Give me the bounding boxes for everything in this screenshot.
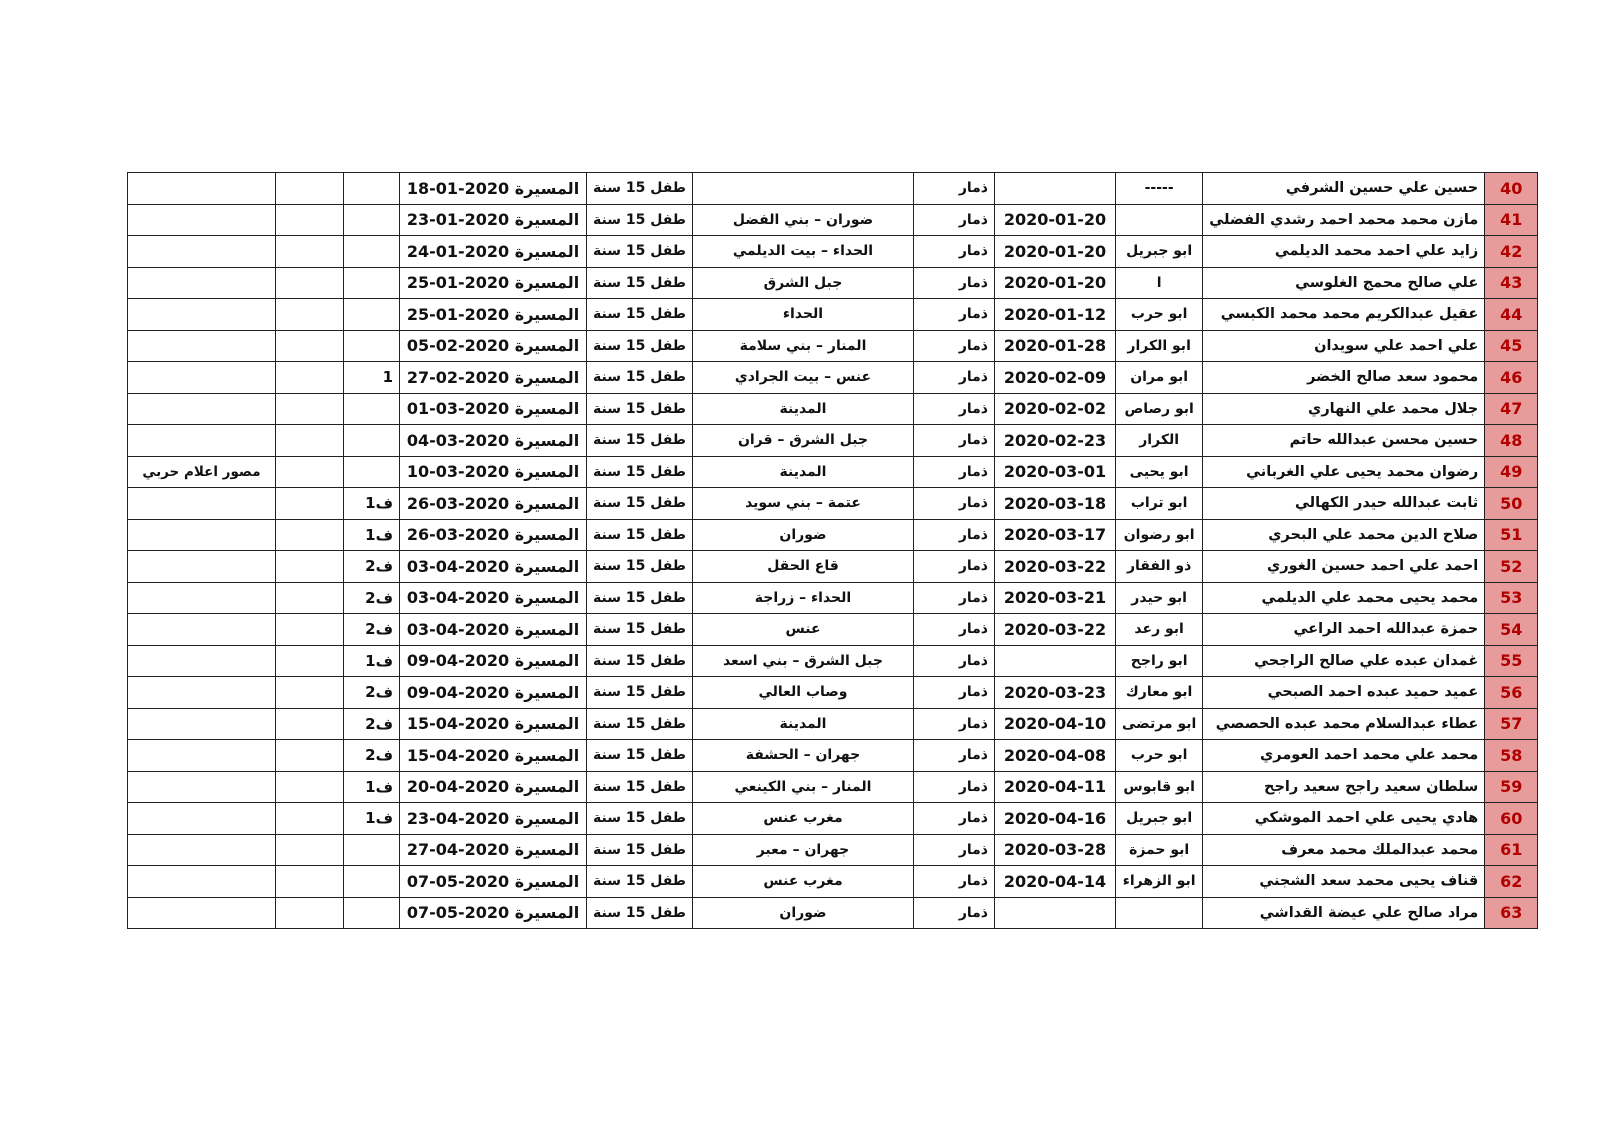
- cell-district: مغرب عنس: [692, 866, 913, 898]
- cell-extra: [276, 866, 344, 898]
- cell-death-date: [994, 645, 1115, 677]
- cell-district: [692, 173, 913, 205]
- cell-marker: 1: [344, 362, 400, 394]
- cell-nickname: ابو رعد: [1115, 614, 1202, 646]
- cell-governorate: ذمار: [913, 677, 994, 709]
- cell-age-note: طفل 15 سنة: [587, 204, 693, 236]
- table-row: [128, 488, 1538, 520]
- cell-district: جهران – الحشفة: [692, 740, 913, 772]
- cell-row-number: 50: [1485, 488, 1538, 520]
- cell-note: [128, 488, 276, 520]
- cell-note: [128, 645, 276, 677]
- cell-row-number: 53: [1485, 582, 1538, 614]
- table-row: [128, 866, 1538, 898]
- cell-note: [128, 204, 276, 236]
- table-row: [128, 803, 1538, 835]
- cell-note: [128, 519, 276, 551]
- cell-district: المنار – بني الكينعي: [692, 771, 913, 803]
- cell-district: جبل الشرق: [692, 267, 913, 299]
- table-row: [128, 299, 1538, 331]
- cell-source-date: المسيرة 2020-03-04: [400, 425, 587, 457]
- cell-source-date: المسيرة 2020-04-03: [400, 582, 587, 614]
- cell-nickname: [1115, 897, 1202, 929]
- cell-death-date: 2020-04-11: [994, 771, 1115, 803]
- cell-extra: [276, 614, 344, 646]
- cell-age-note: طفل 15 سنة: [587, 267, 693, 299]
- table-row: [128, 267, 1538, 299]
- table-row: [128, 456, 1538, 488]
- cell-extra: [276, 330, 344, 362]
- cell-age-note: طفل 15 سنة: [587, 708, 693, 740]
- cell-source-date: المسيرة 2020-04-27: [400, 834, 587, 866]
- cell-marker: ف1: [344, 519, 400, 551]
- cell-marker: [344, 299, 400, 331]
- cell-death-date: 2020-01-12: [994, 299, 1115, 331]
- cell-extra: [276, 204, 344, 236]
- cell-age-note: طفل 15 سنة: [587, 299, 693, 331]
- cell-note: [128, 393, 276, 425]
- table-row: [128, 362, 1538, 394]
- cell-extra: [276, 677, 344, 709]
- cell-marker: ف1: [344, 645, 400, 677]
- cell-marker: [344, 204, 400, 236]
- table-row: [128, 519, 1538, 551]
- cell-governorate: ذمار: [913, 456, 994, 488]
- cell-death-date: 2020-03-01: [994, 456, 1115, 488]
- cell-district: ضوران: [692, 519, 913, 551]
- cell-governorate: ذمار: [913, 173, 994, 205]
- cell-death-date: 2020-03-21: [994, 582, 1115, 614]
- cell-governorate: ذمار: [913, 708, 994, 740]
- cell-nickname: ابو الكرار: [1115, 330, 1202, 362]
- cell-governorate: ذمار: [913, 582, 994, 614]
- cell-governorate: ذمار: [913, 330, 994, 362]
- cell-row-number: 46: [1485, 362, 1538, 394]
- cell-age-note: طفل 15 سنة: [587, 362, 693, 394]
- cell-note: [128, 425, 276, 457]
- cell-full-name: مازن محمد محمد احمد رشدي الفضلي: [1203, 204, 1485, 236]
- cell-marker: ف2: [344, 740, 400, 772]
- cell-death-date: 2020-04-10: [994, 708, 1115, 740]
- cell-note: [128, 771, 276, 803]
- cell-extra: [276, 488, 344, 520]
- cell-extra: [276, 803, 344, 835]
- cell-extra: [276, 267, 344, 299]
- cell-full-name: زايد علي احمد محمد الديلمي: [1203, 236, 1485, 268]
- cell-death-date: 2020-01-20: [994, 204, 1115, 236]
- cell-governorate: ذمار: [913, 897, 994, 929]
- cell-source-date: المسيرة 2020-04-23: [400, 803, 587, 835]
- cell-governorate: ذمار: [913, 519, 994, 551]
- cell-extra: [276, 582, 344, 614]
- cell-marker: ف2: [344, 677, 400, 709]
- cell-governorate: ذمار: [913, 551, 994, 583]
- cell-marker: [344, 866, 400, 898]
- cell-row-number: 55: [1485, 645, 1538, 677]
- cell-death-date: 2020-04-16: [994, 803, 1115, 835]
- cell-age-note: طفل 15 سنة: [587, 834, 693, 866]
- cell-death-date: 2020-03-22: [994, 551, 1115, 583]
- cell-row-number: 62: [1485, 866, 1538, 898]
- cell-death-date: 2020-02-02: [994, 393, 1115, 425]
- cell-governorate: ذمار: [913, 834, 994, 866]
- cell-death-date: [994, 173, 1115, 205]
- cell-marker: ف2: [344, 551, 400, 583]
- table-row: [128, 645, 1538, 677]
- cell-death-date: 2020-03-28: [994, 834, 1115, 866]
- cell-district: المدينة: [692, 393, 913, 425]
- cell-nickname: ذو الفقار: [1115, 551, 1202, 583]
- cell-extra: [276, 771, 344, 803]
- cell-source-date: المسيرة 2020-01-25: [400, 299, 587, 331]
- table-row: [128, 330, 1538, 362]
- cell-governorate: ذمار: [913, 740, 994, 772]
- cell-age-note: طفل 15 سنة: [587, 582, 693, 614]
- cell-full-name: عطاء عبدالسلام محمد عبده الحصصي: [1203, 708, 1485, 740]
- cell-nickname: -----: [1115, 173, 1202, 205]
- cell-full-name: حسين علي حسين الشرفي: [1203, 173, 1485, 205]
- cell-nickname: الكرار: [1115, 425, 1202, 457]
- cell-death-date: [994, 897, 1115, 929]
- cell-row-number: 47: [1485, 393, 1538, 425]
- table-body: [128, 173, 1538, 929]
- cell-source-date: المسيرة 2020-04-09: [400, 645, 587, 677]
- cell-note: [128, 866, 276, 898]
- cell-row-number: 43: [1485, 267, 1538, 299]
- cell-full-name: سلطان سعيد راجح سعيد راجح: [1203, 771, 1485, 803]
- cell-marker: [344, 173, 400, 205]
- table-row: [128, 236, 1538, 268]
- cell-extra: [276, 299, 344, 331]
- cell-extra: [276, 740, 344, 772]
- cell-full-name: غمدان عبده علي صالح الراجحي: [1203, 645, 1485, 677]
- cell-note: [128, 614, 276, 646]
- table-row: [128, 204, 1538, 236]
- cell-source-date: المسيرة 2020-04-15: [400, 740, 587, 772]
- cell-source-date: المسيرة 2020-01-25: [400, 267, 587, 299]
- cell-death-date: 2020-03-23: [994, 677, 1115, 709]
- cell-district: الحداء – زراجة: [692, 582, 913, 614]
- cell-source-date: المسيرة 2020-04-15: [400, 708, 587, 740]
- cell-nickname: ابو تراب: [1115, 488, 1202, 520]
- cell-death-date: 2020-02-23: [994, 425, 1115, 457]
- cell-note: مصور اعلام حربي: [128, 456, 276, 488]
- cell-source-date: المسيرة 2020-03-26: [400, 519, 587, 551]
- cell-full-name: علي صالح محمج الغلوسي: [1203, 267, 1485, 299]
- cell-source-date: المسيرة 2020-04-03: [400, 551, 587, 583]
- cell-governorate: ذمار: [913, 236, 994, 268]
- cell-death-date: 2020-02-09: [994, 362, 1115, 394]
- cell-governorate: ذمار: [913, 267, 994, 299]
- cell-full-name: رضوان محمد يحيى علي الغرباني: [1203, 456, 1485, 488]
- table-row: [128, 740, 1538, 772]
- cell-death-date: 2020-01-28: [994, 330, 1115, 362]
- cell-full-name: علي احمد علي سويدان: [1203, 330, 1485, 362]
- cell-district: مغرب عنس: [692, 803, 913, 835]
- cell-row-number: 41: [1485, 204, 1538, 236]
- cell-marker: ف1: [344, 771, 400, 803]
- cell-row-number: 63: [1485, 897, 1538, 929]
- cell-nickname: ابو راجح: [1115, 645, 1202, 677]
- cell-extra: [276, 551, 344, 583]
- cell-nickname: ابو حرب: [1115, 299, 1202, 331]
- cell-source-date: المسيرة 2020-03-01: [400, 393, 587, 425]
- cell-row-number: 59: [1485, 771, 1538, 803]
- cell-note: [128, 362, 276, 394]
- cell-district: جبل الشرق – بني اسعد: [692, 645, 913, 677]
- table-row: [128, 551, 1538, 583]
- cell-full-name: محمد علي محمد احمد العومري: [1203, 740, 1485, 772]
- cell-extra: [276, 519, 344, 551]
- cell-row-number: 57: [1485, 708, 1538, 740]
- table-row: [128, 708, 1538, 740]
- cell-note: [128, 267, 276, 299]
- cell-full-name: مراد صالح علي عيضة القداشي: [1203, 897, 1485, 929]
- cell-note: [128, 330, 276, 362]
- cell-extra: [276, 834, 344, 866]
- cell-marker: [344, 330, 400, 362]
- cell-extra: [276, 173, 344, 205]
- cell-row-number: 42: [1485, 236, 1538, 268]
- cell-row-number: 52: [1485, 551, 1538, 583]
- cell-age-note: طفل 15 سنة: [587, 456, 693, 488]
- cell-extra: [276, 362, 344, 394]
- cell-source-date: المسيرة 2020-01-23: [400, 204, 587, 236]
- cell-full-name: حسين محسن عبدالله حاتم: [1203, 425, 1485, 457]
- cell-source-date: المسيرة 2020-04-20: [400, 771, 587, 803]
- cell-note: [128, 582, 276, 614]
- cell-marker: [344, 897, 400, 929]
- cell-full-name: محمد عبدالملك محمد معرف: [1203, 834, 1485, 866]
- cell-age-note: طفل 15 سنة: [587, 803, 693, 835]
- cell-age-note: طفل 15 سنة: [587, 393, 693, 425]
- cell-death-date: 2020-03-17: [994, 519, 1115, 551]
- cell-row-number: 40: [1485, 173, 1538, 205]
- cell-nickname: ا: [1115, 267, 1202, 299]
- cell-marker: [344, 834, 400, 866]
- table-row: [128, 771, 1538, 803]
- cell-source-date: المسيرة 2020-02-05: [400, 330, 587, 362]
- cell-full-name: احمد علي احمد حسين الغوري: [1203, 551, 1485, 583]
- cell-row-number: 58: [1485, 740, 1538, 772]
- cell-note: [128, 834, 276, 866]
- cell-full-name: محمود سعد صالح الخضر: [1203, 362, 1485, 394]
- cell-extra: [276, 456, 344, 488]
- cell-district: الحداء – بيت الديلمي: [692, 236, 913, 268]
- cell-district: الحداء: [692, 299, 913, 331]
- cell-marker: ف1: [344, 803, 400, 835]
- table-row: [128, 834, 1538, 866]
- cell-death-date: 2020-01-20: [994, 267, 1115, 299]
- cell-source-date: المسيرة 2020-02-27: [400, 362, 587, 394]
- cell-nickname: ابو جبريل: [1115, 803, 1202, 835]
- cell-district: عتمة – بني سويد: [692, 488, 913, 520]
- cell-age-note: طفل 15 سنة: [587, 645, 693, 677]
- cell-age-note: طفل 15 سنة: [587, 740, 693, 772]
- cell-nickname: ابو رصاص: [1115, 393, 1202, 425]
- cell-district: عنس – بيت الجرادي: [692, 362, 913, 394]
- cell-death-date: 2020-04-14: [994, 866, 1115, 898]
- table-row: [128, 393, 1538, 425]
- cell-row-number: 60: [1485, 803, 1538, 835]
- cell-governorate: ذمار: [913, 488, 994, 520]
- cell-age-note: طفل 15 سنة: [587, 897, 693, 929]
- cell-marker: [344, 456, 400, 488]
- table-row: [128, 425, 1538, 457]
- cell-full-name: قناف يحيى محمد سعد الشجني: [1203, 866, 1485, 898]
- cell-row-number: 56: [1485, 677, 1538, 709]
- cell-source-date: المسيرة 2020-01-18: [400, 173, 587, 205]
- cell-governorate: ذمار: [913, 425, 994, 457]
- cell-governorate: ذمار: [913, 866, 994, 898]
- cell-age-note: طفل 15 سنة: [587, 771, 693, 803]
- cell-note: [128, 897, 276, 929]
- cell-nickname: ابو مران: [1115, 362, 1202, 394]
- cell-row-number: 45: [1485, 330, 1538, 362]
- cell-row-number: 44: [1485, 299, 1538, 331]
- cell-nickname: ابو يحيى: [1115, 456, 1202, 488]
- cell-note: [128, 551, 276, 583]
- cell-note: [128, 299, 276, 331]
- cell-marker: ف1: [344, 488, 400, 520]
- cell-nickname: ابو حيدر: [1115, 582, 1202, 614]
- cell-source-date: المسيرة 2020-03-26: [400, 488, 587, 520]
- cell-row-number: 51: [1485, 519, 1538, 551]
- cell-district: ضوران: [692, 897, 913, 929]
- cell-full-name: صلاح الدين محمد علي البحري: [1203, 519, 1485, 551]
- cell-district: وصاب العالي: [692, 677, 913, 709]
- cell-marker: [344, 236, 400, 268]
- cell-full-name: عقيل عبدالكريم محمد محمد الكبسي: [1203, 299, 1485, 331]
- cell-age-note: طفل 15 سنة: [587, 551, 693, 583]
- table-row: [128, 677, 1538, 709]
- cell-full-name: عميد حميد عبده احمد الصبحي: [1203, 677, 1485, 709]
- cell-death-date: 2020-03-22: [994, 614, 1115, 646]
- cell-district: عنس: [692, 614, 913, 646]
- cell-district: قاع الحقل: [692, 551, 913, 583]
- cell-extra: [276, 645, 344, 677]
- cell-district: المنار – بني سلامة: [692, 330, 913, 362]
- table-row: [128, 173, 1538, 205]
- cell-district: جبل الشرق – قران: [692, 425, 913, 457]
- records-table: [127, 172, 1538, 929]
- table-row: [128, 582, 1538, 614]
- cell-full-name: ثابت عبدالله حيدر الكهالي: [1203, 488, 1485, 520]
- cell-extra: [276, 708, 344, 740]
- cell-marker: ف2: [344, 708, 400, 740]
- cell-marker: [344, 393, 400, 425]
- cell-governorate: ذمار: [913, 393, 994, 425]
- cell-nickname: ابو حمزة: [1115, 834, 1202, 866]
- cell-nickname: ابو مرتضى: [1115, 708, 1202, 740]
- cell-age-note: طفل 15 سنة: [587, 330, 693, 362]
- cell-nickname: ابو الزهراء: [1115, 866, 1202, 898]
- cell-nickname: ابو جبريل: [1115, 236, 1202, 268]
- cell-governorate: ذمار: [913, 645, 994, 677]
- cell-nickname: ابو قابوس: [1115, 771, 1202, 803]
- cell-age-note: طفل 15 سنة: [587, 614, 693, 646]
- cell-marker: ف2: [344, 582, 400, 614]
- cell-death-date: 2020-03-18: [994, 488, 1115, 520]
- cell-age-note: طفل 15 سنة: [587, 425, 693, 457]
- cell-nickname: ابو رضوان: [1115, 519, 1202, 551]
- cell-extra: [276, 236, 344, 268]
- cell-governorate: ذمار: [913, 362, 994, 394]
- cell-district: المدينة: [692, 456, 913, 488]
- cell-age-note: طفل 15 سنة: [587, 488, 693, 520]
- cell-source-date: المسيرة 2020-04-03: [400, 614, 587, 646]
- cell-governorate: ذمار: [913, 299, 994, 331]
- cell-district: المدينة: [692, 708, 913, 740]
- cell-governorate: ذمار: [913, 614, 994, 646]
- cell-governorate: ذمار: [913, 803, 994, 835]
- cell-row-number: 48: [1485, 425, 1538, 457]
- cell-note: [128, 677, 276, 709]
- cell-age-note: طفل 15 سنة: [587, 236, 693, 268]
- cell-row-number: 49: [1485, 456, 1538, 488]
- cell-extra: [276, 897, 344, 929]
- cell-source-date: المسيرة 2020-05-07: [400, 897, 587, 929]
- cell-age-note: طفل 15 سنة: [587, 173, 693, 205]
- cell-district: ضوران – بني الفضل: [692, 204, 913, 236]
- cell-death-date: 2020-04-08: [994, 740, 1115, 772]
- cell-marker: [344, 425, 400, 457]
- cell-note: [128, 803, 276, 835]
- cell-death-date: 2020-01-20: [994, 236, 1115, 268]
- cell-row-number: 54: [1485, 614, 1538, 646]
- cell-governorate: ذمار: [913, 204, 994, 236]
- cell-age-note: طفل 15 سنة: [587, 519, 693, 551]
- cell-row-number: 61: [1485, 834, 1538, 866]
- cell-full-name: محمد يحيى محمد علي الديلمي: [1203, 582, 1485, 614]
- cell-extra: [276, 393, 344, 425]
- cell-nickname: [1115, 204, 1202, 236]
- cell-note: [128, 708, 276, 740]
- cell-district: جهران – معبر: [692, 834, 913, 866]
- cell-source-date: المسيرة 2020-05-07: [400, 866, 587, 898]
- cell-age-note: طفل 15 سنة: [587, 677, 693, 709]
- cell-note: [128, 173, 276, 205]
- cell-full-name: جلال محمد علي النهاري: [1203, 393, 1485, 425]
- cell-source-date: المسيرة 2020-03-10: [400, 456, 587, 488]
- cell-source-date: المسيرة 2020-04-09: [400, 677, 587, 709]
- cell-full-name: حمزة عبدالله احمد الراعي: [1203, 614, 1485, 646]
- cell-age-note: طفل 15 سنة: [587, 866, 693, 898]
- table-row: [128, 614, 1538, 646]
- table-row: [128, 897, 1538, 929]
- cell-note: [128, 740, 276, 772]
- cell-full-name: هادي يحيى علي احمد الموشكي: [1203, 803, 1485, 835]
- cell-marker: [344, 267, 400, 299]
- cell-extra: [276, 425, 344, 457]
- cell-note: [128, 236, 276, 268]
- cell-source-date: المسيرة 2020-01-24: [400, 236, 587, 268]
- cell-marker: ف2: [344, 614, 400, 646]
- cell-nickname: ابو معارك: [1115, 677, 1202, 709]
- cell-governorate: ذمار: [913, 771, 994, 803]
- cell-nickname: ابو حرب: [1115, 740, 1202, 772]
